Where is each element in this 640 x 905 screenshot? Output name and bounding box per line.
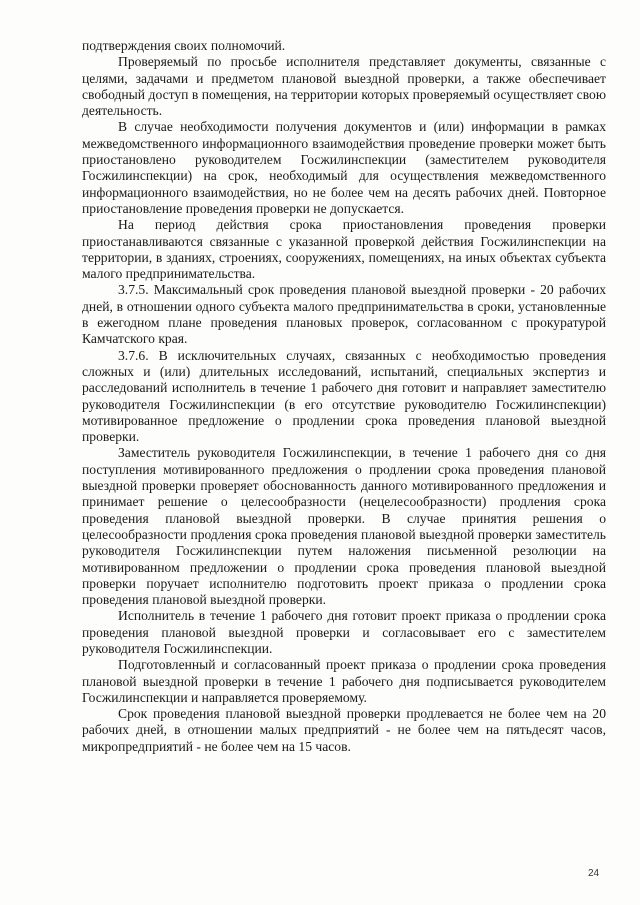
paragraph: На период действия срока приостановления проведения проверки приостанавливаются связанные с указанной проверкой действия Госжилинспекции на территории, в зданиях, строениях, сооружениях, помещениях, на иных объектах субъекта малого предпринимательства. <box>82 217 606 282</box>
document-body <box>82 38 606 755</box>
paragraph: Проверяемый по просьбе исполнителя представляет документы, связанные с целями, задачами и предметом плановой выездной проверки, а также обеспечивает свободный доступ в помещения, на территории которых проверяемый осуществляет свою деятельность. <box>82 54 606 119</box>
paragraph: Заместитель руководителя Госжилинспекции, в течение 1 рабочего дня со дня поступления мотивированного предложения о продлении срока проведения плановой выездной проверки проверяет обоснованность данного мотивированного предложения и принимает решение о целесообразности (нецелесообразности) продления срока проведения плановой выездной проверки. В случае принятия решения о целесообразности продления срока проведения плановой выездной проверки заместитель руководителя Госжилинспекции путем наложения письменной резолюции на мотивированном предложении о продлении срока проведения плановой выездной проверки поручает исполнителю подготовить проект приказа о продлении срока проведения плановой выездной проверки. <box>82 445 606 608</box>
paragraph-clause-3-7-6: 3.7.6. В исключительных случаях, связанных с необходимостью проведения сложных и (или) длительных исследований, испытаний, специальных экспертиз и расследований исполнитель в течение 1 рабочего дня готовит и направляет заместителю руководителя Госжилинспекции (в его отсутствие руководителю Госжилинспекции) мотивированное предложение о продлении срока проведения плановой выездной проверки. <box>82 347 606 445</box>
paragraph: Подготовленный и согласованный проект приказа о продлении срока проведения плановой выездной проверки в течение 1 рабочего дня подписывается руководителем Госжилинспекции и направляется проверяемому. <box>82 657 606 705</box>
paragraph: В случае необходимости получения документов и (или) информации в рамках межведомственного информационного взаимодействия проведение проверки может быть приостановлено руководителем Госжилинспекции (заместителем руководителя Госжилинспекции) на срок, необходимый для осуществления межведомственного информационного взаимодействия, но не более чем на десять рабочих дней. Повторное приостановление проведения проверки не допускается. <box>82 119 606 216</box>
paragraph-continuation: подтверждения своих полномочий. <box>82 38 286 53</box>
paragraph: Исполнитель в течение 1 рабочего дня готовит проект приказа о продлении срока проведения плановой выездной проверки и согласовывает его с заместителем руководителя Госжилинспекции. <box>82 608 606 656</box>
paragraph-clause-3-7-5: 3.7.5. Максимальный срок проведения плановой выездной проверки - 20 рабочих дней, в отношении одного субъекта малого предпринимательства в сроки, установленные в ежегодном плане проведения плановых проверок, согласованном с прокуратурой Камчатского края. <box>82 282 606 347</box>
page-number: 24 <box>588 868 600 879</box>
paragraph: Срок проведения плановой выездной проверки продлевается не более чем на 20 рабочих дней, в отношении малых предприятий - не более чем на пятьдесят часов, микропредприятий - не более чем на 15 часов. <box>82 706 606 754</box>
